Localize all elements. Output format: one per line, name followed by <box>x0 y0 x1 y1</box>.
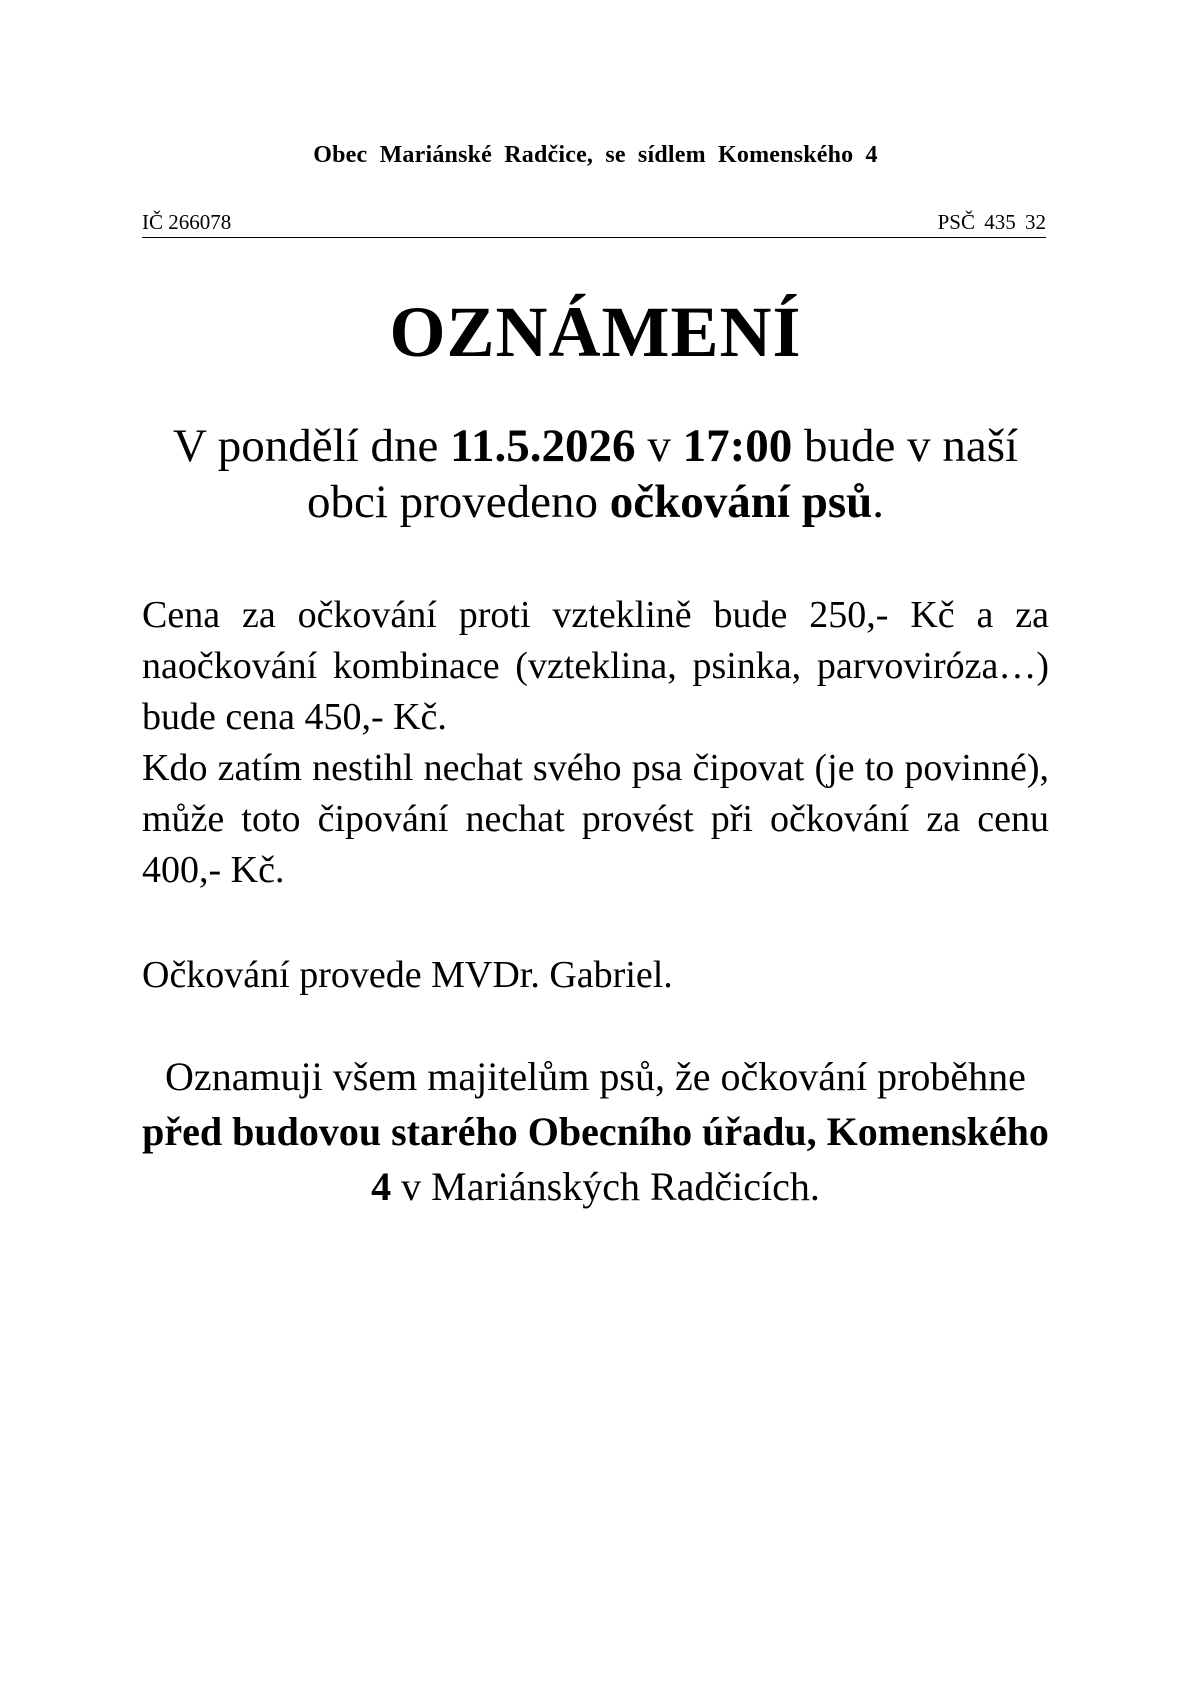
municipality-header: Obec Mariánské Radčice, se sídlem Komenského 4 <box>313 142 878 168</box>
location-text-2: v Mariánských Radčicích. <box>391 1164 820 1209</box>
id-line <box>142 209 1046 238</box>
vaccination-time: 17:00 <box>682 420 793 472</box>
postal-code: PSČ 435 32 <box>937 210 1046 234</box>
vaccination-date: 11.5.2026 <box>450 420 636 472</box>
chipping-paragraph: Kdo zatím nestihl nechat svého psa čipovat (je to povinné), může toto čipování nechat provést při očkování za cenu 400,- Kč. <box>142 747 1049 891</box>
event-name: očkování psů <box>609 476 873 528</box>
lead-text-1: V pondělí dne <box>172 420 451 472</box>
vaccination-prices-paragraph: Cena za očkování proti vzteklině bude 250,- Kč a za naočkování kombinace (vzteklina, psinka, parvoviróza…) bude cena 450,- Kč. <box>142 594 1049 738</box>
lead-text-2: v <box>635 420 683 472</box>
company-id: IČ 266078 <box>142 210 232 234</box>
notice-title: OZNÁMENÍ <box>389 292 802 372</box>
location-place: před budovou starého Obecního úřadu, Komenského 4 <box>142 1109 1049 1209</box>
lead-text-3: bude v naší obci provedeno <box>306 420 1019 528</box>
announcement-lead <box>142 418 1049 530</box>
lead-text-4: . <box>872 476 885 528</box>
location-paragraph <box>142 1049 1049 1214</box>
location-text-1: Oznamuji všem majitelům psů, že očkování proběhne <box>165 1054 1026 1099</box>
price-information <box>142 590 1049 896</box>
veterinarian-line: Očkování provede MVDr. Gabriel. <box>142 954 673 996</box>
